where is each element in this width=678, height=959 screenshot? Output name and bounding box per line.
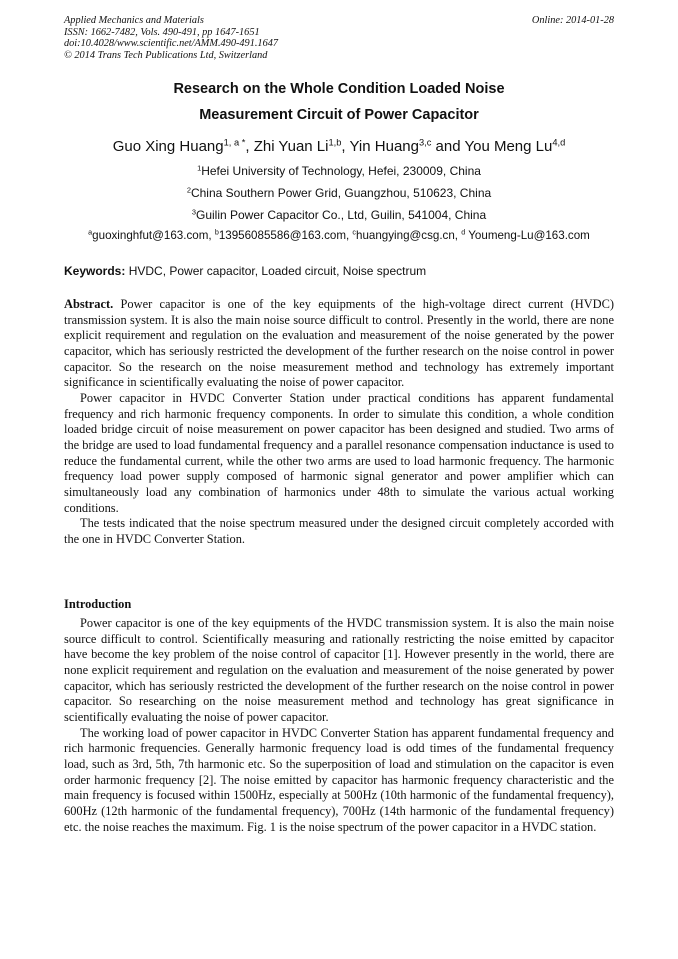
introduction-paragraph: The working load of power capacitor in HVDC Converter Station has apparent fundamental frequency and rich harmonic frequencies. Generally harmonic frequency load is odd times of the fundamental frequency load, such as 3rd, 5th, 7th harmonic etc. So the superposition of load and stimulation on the capacitor is even order harmonic frequency [2]. The noise emitted by capacitor has harmonic frequency characteristic and the main frequency is focused within 1500Hz, especially at 500Hz (10th harmonic of the fundamental frequency), 600Hz (12th harmonic of the fundamental frequency), 700Hz (14th harmonic of the fundamental frequency) etc. the noise reaches the maximum. Fig. 1 is the noise spectrum of the power capacitor in a HVDC station. (64, 725, 614, 834)
author-emails (64, 229, 614, 242)
affiliation (64, 186, 614, 200)
email-address[interactable]: huangying@csg.cn, (356, 229, 462, 242)
author-affiliation-mark: 3,c (418, 137, 432, 148)
keywords-label: Keywords: (64, 264, 126, 278)
issn-line: ISSN: 1662-7482, Vols. 490-491, pp 1647-1651 (64, 26, 260, 38)
introduction-section (64, 616, 614, 835)
keywords-line (64, 264, 614, 278)
affiliation-mark: 3 (191, 207, 196, 217)
email-address[interactable]: guoxinghfut@163.com, (92, 229, 215, 242)
abstract-paragraph: Power capacitor in HVDC Converter Station under practical conditions has apparent fundamental frequency and rich harmonic frequency components. In order to simulate this condition, a whole condition loaded bridge circuit of noise measurement on power capacitor has been designed and studied. Two arms of the bridge are used to load fundamental frequency and a parallel resonance compensation inductance is used to reduce the fundamental current, while the other two arms are used to load harmonic frequency. The harmonic frequency load power supply composed of harmonic signal generator and power amplifier which can simultaneously load any combination of harmonics under 48th to simulate the various actual working conditions. (64, 390, 614, 515)
affiliation (64, 164, 614, 178)
author-conjunction: and (431, 138, 465, 155)
introduction-paragraph: Power capacitor is one of the key equipments of the HVDC transmission system. It is also the main noise source difficult to control. Scientifically measuring and rationally restricting the noise emitted by capacitor have become the key problem of the noise control of capacitor [1]. However presently in the world, there are none explicit requirement and regulation on the evaluation and measurement of the noise generated by power capacitor, which has seriously restricted the development of the further research on the noise control in power capacitor. So researching on the noise measurement method and technology has great significance in scientifically evaluating the noise of power capacitor. (64, 616, 614, 724)
author-name: You Meng Lu (464, 138, 553, 155)
affiliation-text: Hefei University of Technology, Hefei, 230009, China (201, 164, 481, 178)
author-affiliation-mark: 4,d (552, 137, 566, 148)
affiliation-text: China Southern Power Grid, Guangzhou, 510623, China (190, 186, 492, 200)
introduction-heading: Introduction (64, 597, 132, 611)
paper-title-line-2: Measurement Circuit of Power Capacitor (199, 107, 479, 123)
abstract-section (64, 297, 614, 548)
online-date: Online: 2014-01-28 (531, 15, 614, 26)
author-list (64, 138, 614, 155)
author-name: Guo Xing Huang (112, 138, 224, 155)
author-affiliation-mark: 1, a * (223, 137, 246, 148)
journal-name: Applied Mechanics and Materials (64, 15, 204, 26)
author-affiliation-mark: 1,b (328, 137, 342, 148)
journal-header (64, 15, 614, 61)
email-address[interactable]: Youmeng-Lu@163.com (465, 229, 590, 242)
abstract-paragraph: The tests indicated that the noise spectrum measured under the designed circuit completely accorded with the one in HVDC Converter Station. (64, 516, 614, 546)
affiliation (64, 208, 614, 222)
affiliation-mark: 1 (197, 163, 202, 173)
copyright-line: © 2014 Trans Tech Publications Ltd, Switzerland (64, 49, 268, 61)
paper-title-line-1: Research on the Whole Condition Loaded Noise (173, 81, 505, 97)
affiliation-text: Guilin Power Capacitor Co., Ltd, Guilin, 541004, China (195, 208, 487, 222)
email-mark: d (461, 227, 466, 237)
keywords-text: HVDC, Power capacitor, Loaded circuit, Noise spectrum (125, 264, 427, 278)
email-mark: c (352, 227, 357, 237)
author-name: Yin Huang (349, 138, 419, 155)
author-name: Zhi Yuan Li (253, 138, 329, 155)
doi-line: doi:10.4028/www.scientific.net/AMM.490-491.1647 (64, 38, 279, 50)
email-mark: a (88, 227, 93, 237)
abstract-text: Power capacitor is one of the key equipments of the high-voltage direct current (HVDC) transmission system. It is also the main noise source difficult to control. Presently in the world, there are none explicit requirement and regulation on the evaluation and measurement of the noise generated by the power capacitor, which has seriously restricted the development of the further research on the noise control in power capacitor. So the research on the noise measurement method and technology has extremely important significance in scientifically evaluating the noise of power capacitor. (64, 297, 614, 390)
email-mark: b (214, 227, 219, 237)
author-separator: , (341, 138, 350, 155)
author-separator: , (245, 138, 254, 155)
abstract-label: Abstract. (64, 297, 114, 311)
email-address[interactable]: 13956085586@163.com, (218, 229, 353, 242)
abstract-paragraph (64, 297, 614, 391)
affiliation-mark: 2 (186, 185, 191, 195)
